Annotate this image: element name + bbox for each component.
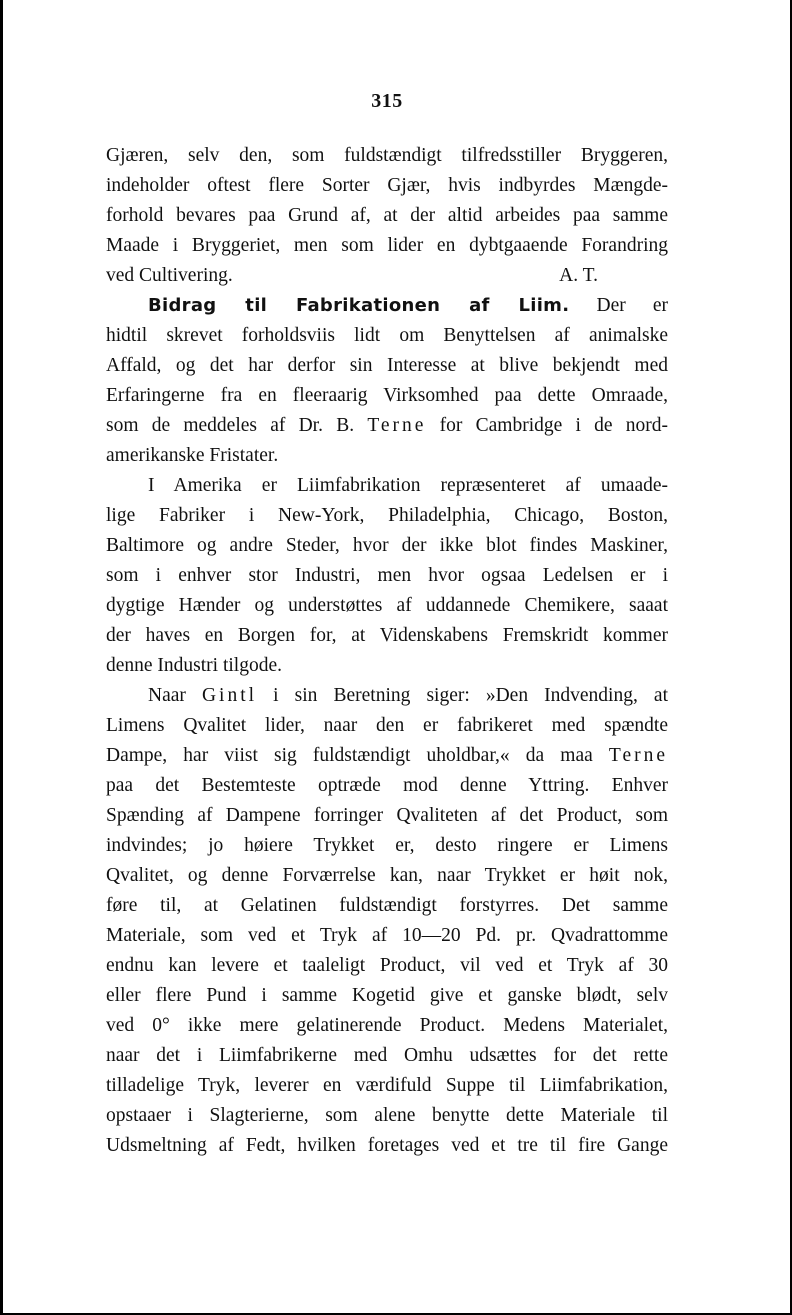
text-line: denne Industri tilgode. xyxy=(106,655,283,676)
text-line: Qvalitet, og denne Forværrelse kan, naar Trykket er høit nok, xyxy=(106,865,668,886)
text-line xyxy=(106,681,668,711)
text-line: naar det i Liimfabrikerne med Omhu udsættes for det rette xyxy=(106,1045,668,1066)
text-line xyxy=(106,261,668,291)
text-line: forhold bevares paa Grund af, at der altid arbeides paa samme xyxy=(106,205,668,226)
section-heading: Bidrag til Fabrikationen af Liim. xyxy=(148,295,570,316)
text-line: Erfaringerne fra en fleeraarig Virksomhed paa dette Omraade, xyxy=(106,385,668,406)
text-line: der haves en Borgen for, at Videnskabens Fremskridt kommer xyxy=(106,625,668,646)
text-line: amerikanske Fristater. xyxy=(106,445,279,466)
text-fragment: som de meddeles af Dr. B. xyxy=(106,415,355,436)
text-line: som i enhver stor Industri, men hvor ogsaa Ledelsen er i xyxy=(106,565,668,586)
text-line: Baltimore og andre Steder, hvor der ikke blot findes Maskiner, xyxy=(106,535,668,556)
author-signature: A. T. xyxy=(559,265,598,286)
spaced-name: Terne xyxy=(608,745,668,766)
spaced-name: Terne xyxy=(367,415,427,436)
text-fragment: Dampe, har viist sig fuldstændigt uholdbar,« da maa xyxy=(106,745,593,766)
text-line: indvindes; jo høiere Trykket er, desto ringere er Limens xyxy=(106,835,668,856)
text-fragment: Der er xyxy=(596,295,668,316)
text-line: Materiale, som ved et Tryk af 10—20 Pd. pr. Qvadrattomme xyxy=(106,925,668,946)
text-line: opstaaer i Slagterierne, som alene benytte dette Materiale til xyxy=(106,1105,668,1126)
spaced-name: Gintl xyxy=(201,685,258,706)
text-line: Udsmeltning af Fedt, hvilken foretages ved et tre til fire Gange xyxy=(106,1135,668,1156)
section-heading-line xyxy=(106,291,668,321)
text-line: Spænding af Dampene forringer Qvaliteten af det Product, som xyxy=(106,805,668,826)
text-line: paa det Bestemteste optræde mod denne Yttring. Enhver xyxy=(106,775,668,796)
page-number: 315 xyxy=(371,90,403,112)
text-line: indeholder oftest flere Sorter Gjær, hvis indbyrdes Mængde- xyxy=(106,175,668,196)
text-line: ved 0° ikke mere gelatinerende Product. Medens Materialet, xyxy=(106,1015,668,1036)
text-fragment: for Cambridge i de nord- xyxy=(439,415,668,436)
scan-border-left xyxy=(0,0,3,1315)
text-line: eller flere Pund i samme Kogetid give et ganske blødt, selv xyxy=(106,985,668,1006)
text-line xyxy=(106,411,668,441)
text-fragment: Naar xyxy=(148,685,186,706)
text-line: hidtil skrevet forholdsviis lidt om Benyttelsen af animalske xyxy=(106,325,668,346)
text-line: Maade i Bryggeriet, men som lider en dybtgaaende Forandring xyxy=(106,235,668,256)
text-fragment: i sin Beretning siger: »Den Indvending, at xyxy=(273,685,668,706)
text-line: endnu kan levere et taaleligt Product, vil ved et Tryk af 30 xyxy=(106,955,668,976)
text-fragment: ved Cultivering. xyxy=(106,265,233,286)
text-line: I Amerika er Liimfabrikation repræsenteret af umaade- xyxy=(148,475,668,496)
text-line: føre til, at Gelatinen fuldstændigt forstyrres. Det samme xyxy=(106,895,668,916)
text-line: lige Fabriker i New-York, Philadelphia, Chicago, Boston, xyxy=(106,505,668,526)
text-line xyxy=(106,741,668,771)
text-line: Affald, og det har derfor sin Interesse at blive bekjendt med xyxy=(106,355,668,376)
text-line: Gjæren, selv den, som fuldstændigt tilfredsstiller Bryggeren, xyxy=(106,145,668,166)
text-line: Limens Qvalitet lider, naar den er fabrikeret med spændte xyxy=(106,715,668,736)
text-line: dygtige Hænder og understøttes af uddannede Chemikere, saaat xyxy=(106,595,668,616)
text-line: tilladelige Tryk, leverer en værdifuld Suppe til Liimfabrikation, xyxy=(106,1075,668,1096)
